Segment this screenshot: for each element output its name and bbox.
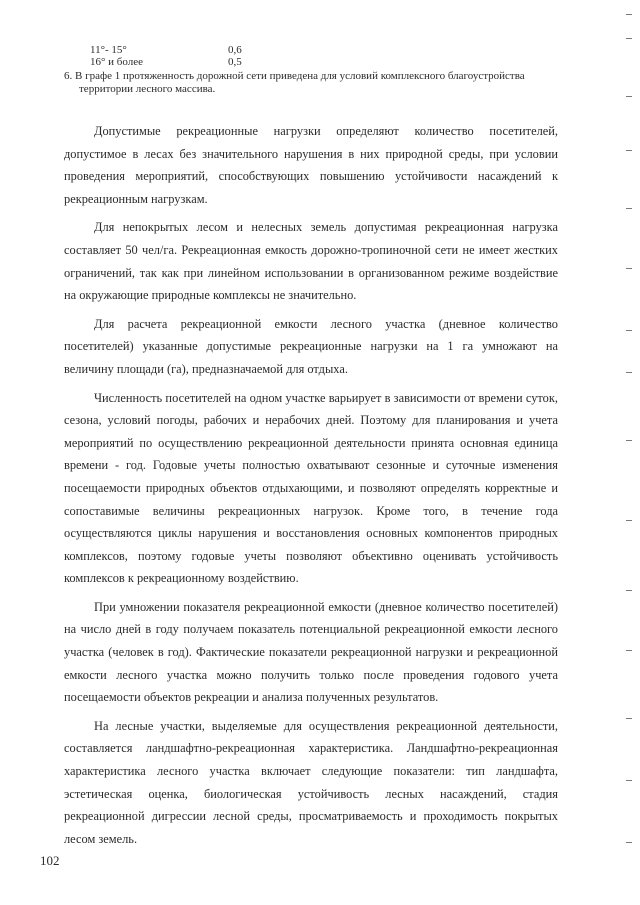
paragraph: Для непокрытых лесом и нелесных земель допустимая рекреационная нагрузка составляет 50 чел/га. Рекреационная емкость дорожно-тропиночной сети не имеет жестких ограничений, так как при линейном использовании в организованном режиме воздействие на окружающие природные комплексы не значительно. [64,220,558,303]
slope-coefficient-table [90,44,268,68]
paragraph: Для расчета рекреационной емкости лесного участка (дневное количество посетителей) указанные допустимые рекреационные нагрузки на 1 га умножают на величину площади (га), предназначаемой для отдыха. [64,316,558,376]
body-text [64,120,558,856]
page-number: 102 [40,853,60,868]
slope-range: 11°- 15° [90,44,127,56]
coefficient-value: 0,6 [228,44,242,56]
coefficient-value: 0,5 [228,56,242,68]
table-row [90,56,268,68]
footnote-line-1: 6. В графе 1 протяженность дорожной сети приведена для условий комплексного благоустройства [64,70,525,82]
footnote [64,70,594,96]
slope-range: 16° и более [90,56,143,68]
table-row [90,44,268,56]
paragraph: Численность посетителей на одном участке варьирует в зависимости от времени суток, сезона, условий погоды, рабочих и нерабочих дней. Поэтому для планирования и учета мероприятий по осуществлению рекреационной деятельности принята основная единица времени - год. Годовые учеты полностью охватывают сезонные и суточные изменения посещаемости природных объектов отдыхающими, и позволяют определять корректные и сопоставимые величины рекреационных нагрузок. Кроме того, в течение года осуществляются циклы нарушения и восстановления основных компонентов природных комплексов, поэтому годовые учеты позволяют объективно оценивать устойчивость комплексов к рекреационному воздействию. [64,390,558,586]
paragraph: При умножении показателя рекреационной емкости (дневное количество посетителей) на число дней в году получаем показатель потенциальной рекреационной емкости лесного участка (человек в год). Фактические показатели рекреационной нагрузки и рекреационной емкости лесного участка можно получить только после проведения годового учета посещаемости объектов рекреации и анализа полученных результатов. [64,599,558,705]
paragraph: На лесные участки, выделяемые для осуществления рекреационной деятельности, составляется ландшафтно-рекреационная характеристика. Ландшафтно-рекреационная характеристика лесного участка включает следующие показатели: тип ландшафта, эстетическая оценка, биологическая устойчивость лесных насаждений, стадия рекреационной дигрессии лесной среды, просматриваемость и проходимость покрытых лесом земель. [64,718,558,846]
scan-edge-marks [600,0,640,905]
paragraph: Допустимые рекреационные нагрузки определяют количество посетителей, допустимое в лесах без значительного нарушения в них природной среды, при условии проведения мероприятий, способствующих повышению устойчивости насаждений к рекреационным нагрузкам. [64,124,558,206]
footnote-line-2: территории лесного массива. [79,83,216,95]
